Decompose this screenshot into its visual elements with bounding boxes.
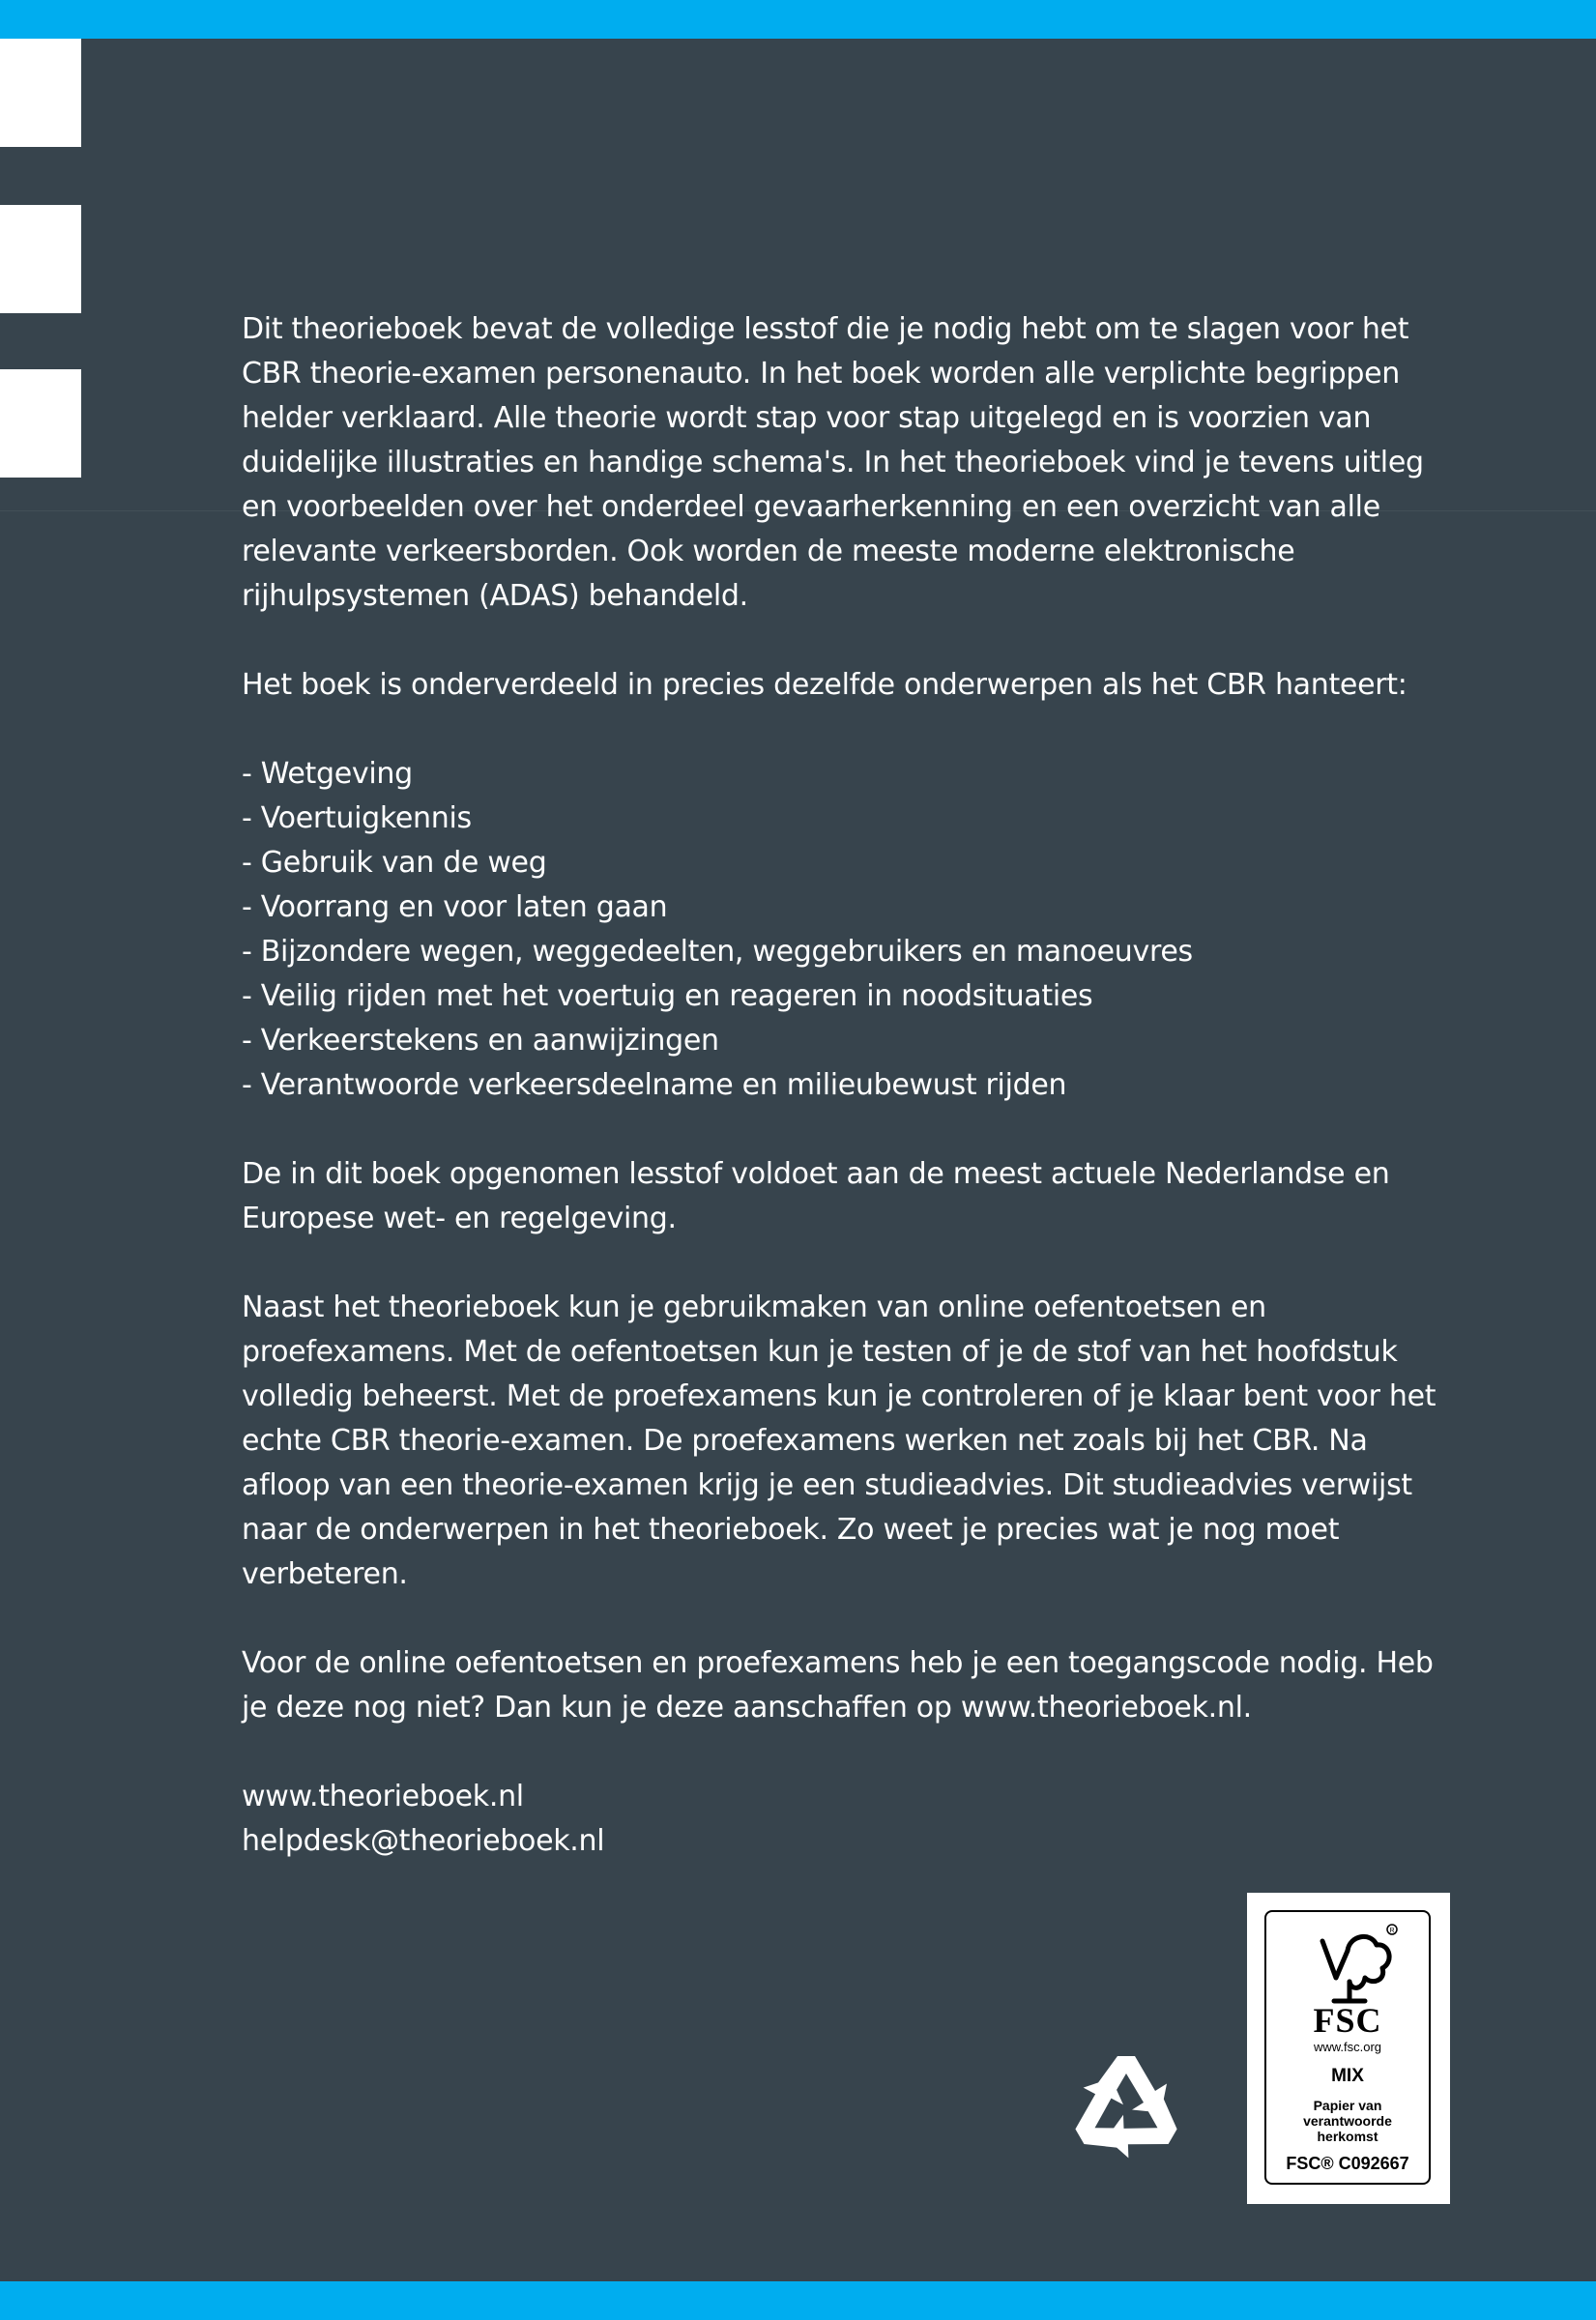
- fsc-paper-line: herkomst: [1317, 2129, 1378, 2144]
- access-code-paragraph: Voor de online oefentoetsen en proefexamens heb je een toegangscode nodig. Heb je deze nog niet? Dan kun je deze aanschaffen op www.theorieboek.nl.: [242, 1646, 1434, 1725]
- list-item: - Gebruik van de weg: [242, 846, 547, 880]
- fsc-paper-text: [1266, 2098, 1429, 2144]
- list-item: - Voertuigkennis: [242, 801, 472, 835]
- list-item: - Bijzondere wegen, weggedeelten, weggebruikers en manoeuvres: [242, 935, 1193, 969]
- fsc-website: www.fsc.org: [1313, 2040, 1382, 2054]
- list-item: - Wetgeving: [242, 757, 413, 791]
- website-link[interactable]: www.theorieboek.nl: [242, 1780, 524, 1813]
- recycle-icon: [1054, 2030, 1199, 2175]
- bottom-accent-bar: [0, 2281, 1596, 2320]
- edge-tab-marker: [0, 39, 81, 147]
- contact-block: [242, 1775, 1460, 1864]
- fsc-label: [1247, 1893, 1450, 2204]
- email-link[interactable]: helpdesk@theorieboek.nl: [242, 1824, 605, 1858]
- list-item: - Verantwoorde verkeersdeelname en milieubewust rijden: [242, 1068, 1067, 1102]
- back-cover-text: [242, 307, 1460, 1864]
- fsc-mix: MIX: [1331, 2066, 1364, 2086]
- fsc-name: FSC: [1313, 2001, 1382, 2040]
- fsc-license-code: FSC® C092667: [1286, 2154, 1409, 2173]
- intro-paragraph: Dit theorieboek bevat de volledige lesstof die je nodig hebt om te slagen voor het CBR theorie-examen personenauto. In het boek worden alle verplichte begrippen helder verklaard. Alle theorie wordt stap voor stap uitgelegd en is voorzien van duidelijke illustraties en handige schema's. In het theorieboek vind je tevens uitleg en voorbeelden over het onderdeel gevaarherkenning en een overzicht van alle relevante verkeersborden. Ook worden de meeste moderne elektronische rijhulpsystemen (ADAS) behandeld.: [242, 312, 1424, 613]
- fsc-paper-line: verantwoorde: [1303, 2113, 1392, 2129]
- fsc-paper-line: Papier van: [1313, 2098, 1382, 2113]
- list-item: - Voorrang en voor laten gaan: [242, 890, 668, 924]
- subjects-list: [242, 752, 1460, 1108]
- svg-text:R: R: [1389, 1928, 1395, 1934]
- top-accent-bar: [0, 0, 1596, 39]
- online-practice-paragraph: Naast het theorieboek kun je gebruikmaken van online oefentoetsen en proefexamens. Met de oefentoetsen kun je testen of je de stof van het hoofdstuk volledig beheerst. Met de proefexamens kun je controleren of je klaar bent voor het echte CBR theorie-examen. De proefexamens werken net zoals bij het CBR. Na afloop van een theorie-examen krijg je een studieadvies. Dit studieadvies verwijst naar de onderwerpen in het theorieboek. Zo weet je precies wat je nog moet verbeteren.: [242, 1290, 1436, 1591]
- subjects-intro: Het boek is onderverdeeld in precies dezelfde onderwerpen als het CBR hanteert:: [242, 668, 1407, 702]
- list-item: - Veilig rijden met het voertuig en reageren in noodsituaties: [242, 979, 1093, 1013]
- fsc-label-frame: [1264, 1910, 1431, 2185]
- fsc-tree-icon: [1295, 1922, 1402, 2007]
- edge-tab-marker: [0, 369, 81, 478]
- list-item: - Verkeerstekens en aanwijzingen: [242, 1024, 719, 1058]
- legislation-paragraph: De in dit boek opgenomen lesstof voldoet aan de meest actuele Nederlandse en Europese wet- en regelgeving.: [242, 1157, 1390, 1235]
- edge-tab-marker: [0, 205, 81, 313]
